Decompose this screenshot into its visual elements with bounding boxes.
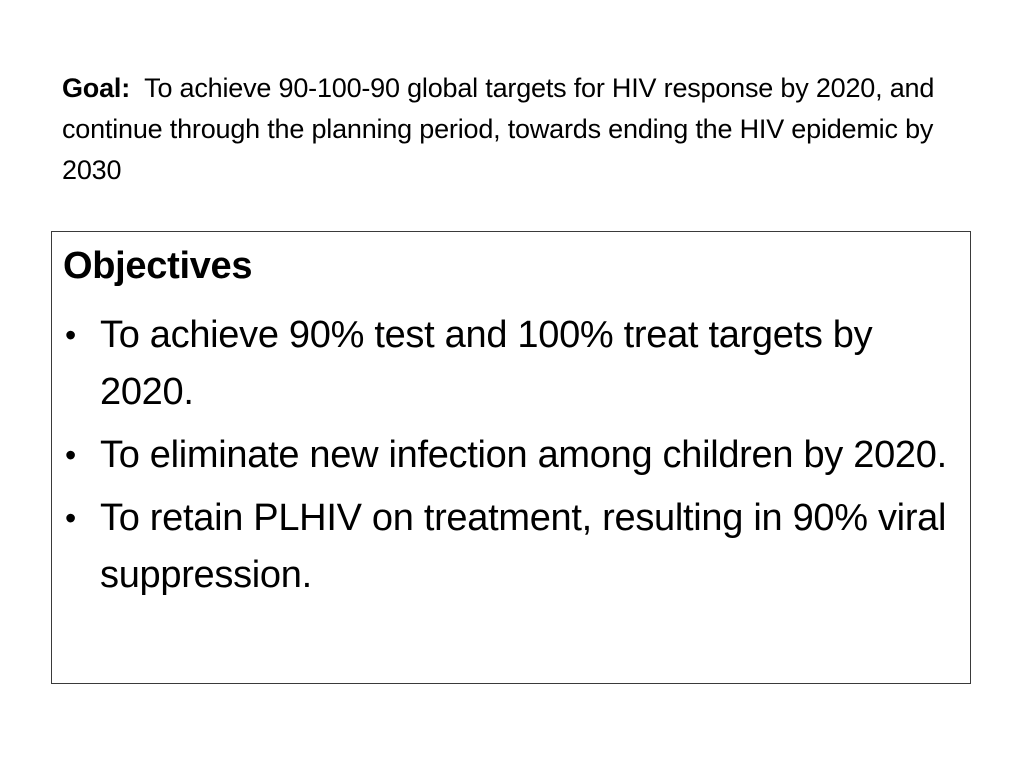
objectives-list xyxy=(63,307,963,610)
bullet-icon: • xyxy=(65,317,76,353)
objective-text: To eliminate new infection among children by 2020. xyxy=(100,434,947,476)
bullet-icon: • xyxy=(65,500,76,536)
bullet-icon: • xyxy=(65,437,76,473)
goal-text: To achieve 90-100-90 global targets for HIV response by 2020, and continue through the planning period, towards ending the HIV epidemic by 2030 xyxy=(62,73,935,185)
objectives-heading: Objectives xyxy=(63,245,253,287)
goal-statement xyxy=(62,68,972,191)
objectives-box xyxy=(51,231,971,684)
goal-label: Goal: xyxy=(62,73,131,103)
objective-item xyxy=(63,427,963,484)
objective-text: To retain PLHIV on treatment, resulting in 90% viral suppression. xyxy=(100,497,947,596)
objective-text: To achieve 90% test and 100% treat targets by 2020. xyxy=(100,314,873,413)
objective-item xyxy=(63,307,963,421)
objective-item xyxy=(63,490,963,604)
